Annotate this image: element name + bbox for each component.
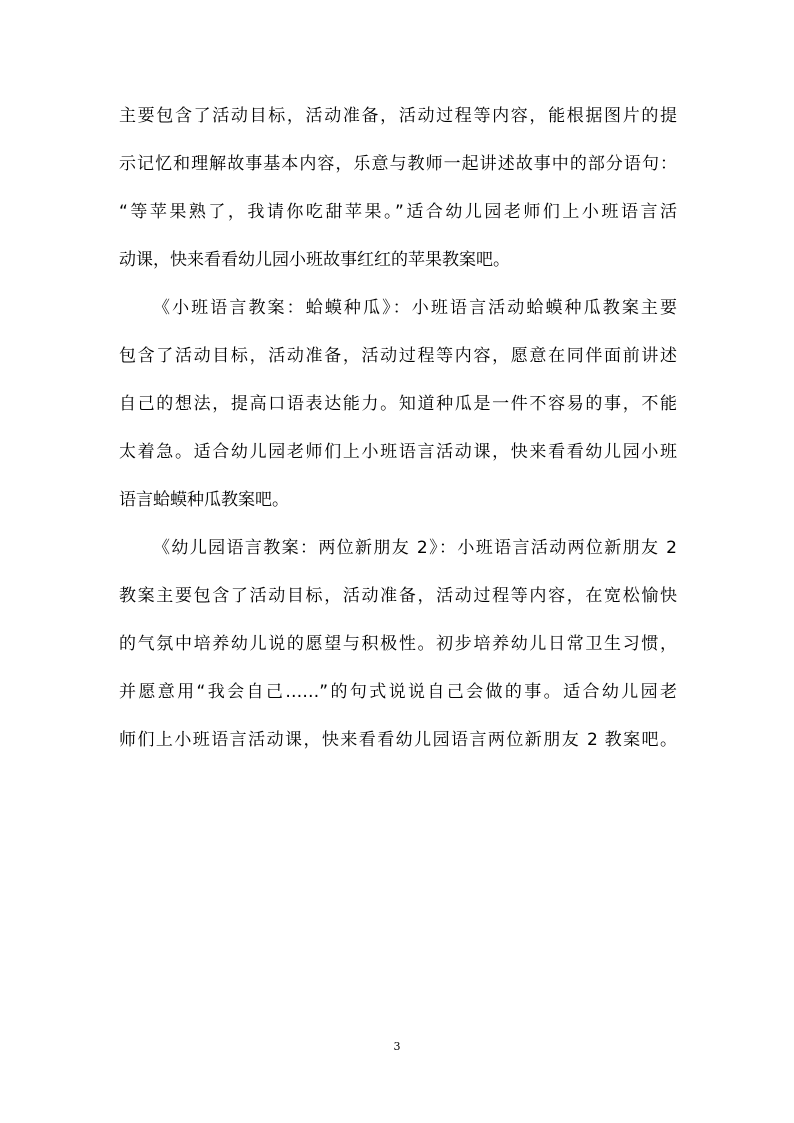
document-body bbox=[119, 92, 677, 764]
text-line: 语言蛤蟆种瓜教案吧。 bbox=[119, 490, 289, 510]
text-line: 太着急。适合幼儿园老师们上小班语言活动课，快来看看幼儿园小班 bbox=[119, 442, 677, 462]
paragraph-1 bbox=[119, 92, 677, 284]
text-line: 自己的想法，提高口语表达能力。知道种瓜是一件不容易的事，不能 bbox=[119, 394, 677, 414]
text-line: “等苹果熟了，我请你吃甜苹果。”适合幼儿园老师们上小班语言活 bbox=[119, 202, 677, 222]
text-line: 示记忆和理解故事基本内容，乐意与教师一起讲述故事中的部分语句： bbox=[119, 154, 677, 174]
page-number: 3 bbox=[393, 1040, 401, 1053]
text-line: 包含了活动目标，活动准备，活动过程等内容，愿意在同伴面前讲述 bbox=[119, 346, 677, 366]
text-line: 教案主要包含了活动目标，活动准备，活动过程等内容，在宽松愉快 bbox=[119, 586, 677, 606]
text-line: 主要包含了活动目标，活动准备，活动过程等内容，能根据图片的提 bbox=[119, 106, 677, 126]
text-line: 并愿意用“我会自己……”的句式说说自己会做的事。适合幼儿园老 bbox=[119, 682, 677, 702]
text-line: 《幼儿园语言教案：两位新朋友 2》：小班语言活动两位新朋友 2 bbox=[153, 538, 677, 558]
text-line: 师们上小班语言活动课，快来看看幼儿园语言两位新朋友 2 教案吧。 bbox=[119, 730, 677, 750]
text-line: 《小班语言教案：蛤蟆种瓜》：小班语言活动蛤蟆种瓜教案主要 bbox=[153, 298, 677, 318]
paragraph-2 bbox=[119, 284, 677, 524]
paragraph-3 bbox=[119, 524, 677, 764]
text-line: 动课，快来看看幼儿园小班故事红红的苹果教案吧。 bbox=[119, 250, 510, 270]
text-line: 的气氛中培养幼儿说的愿望与积极性。初步培养幼儿日常卫生习惯， bbox=[119, 634, 677, 654]
